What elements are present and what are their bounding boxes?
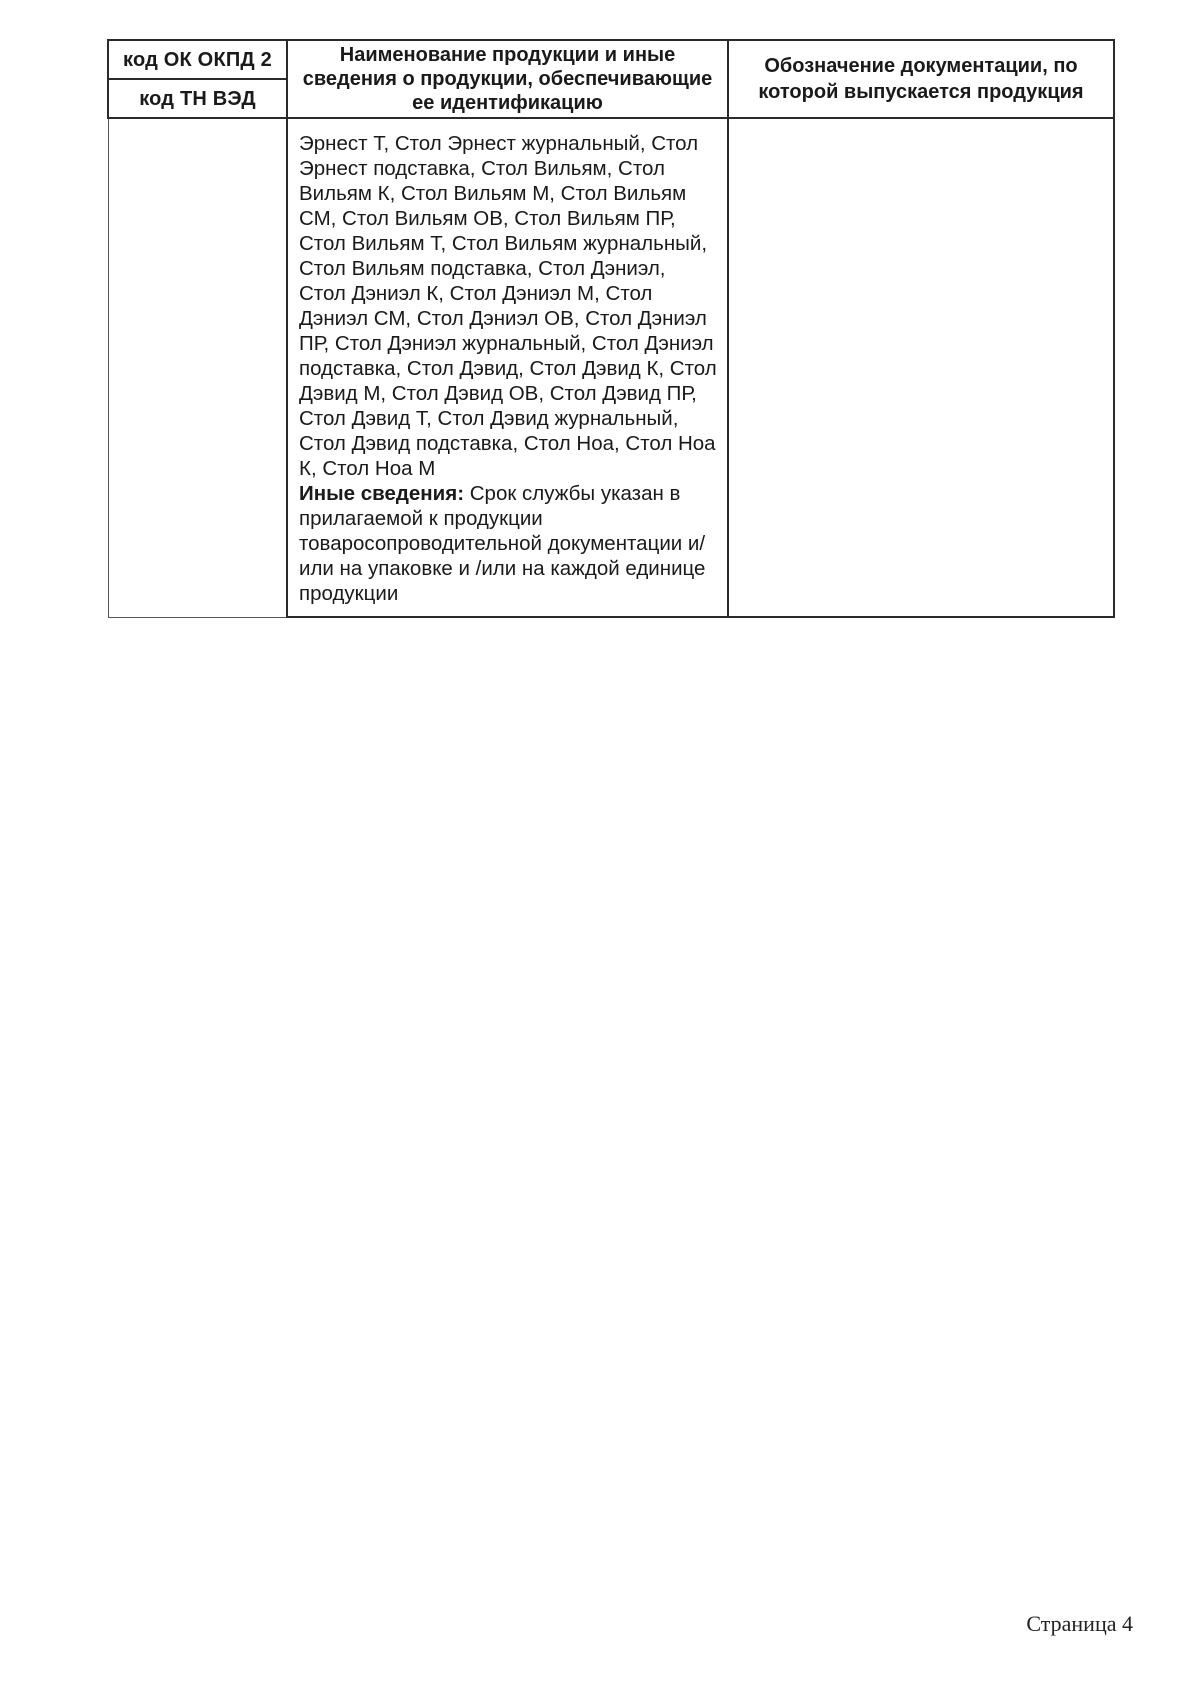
header-product-name: Наименование продукции и иные сведения о продукции, обеспечивающие ее идентификацию [287,40,728,118]
other-info-label: Иные сведения: [299,482,465,505]
cell-code [108,118,287,617]
product-table [107,39,1115,618]
page-number: Страница 4 [1026,1611,1133,1636]
table-header-row-1 [108,40,1114,79]
table-row [108,118,1114,617]
header-code-tnved: код ТН ВЭД [108,79,287,118]
header-documentation: Обозначение документации, по которой выпускается продукция [728,40,1114,118]
header-code-okpd2: код ОК ОКПД 2 [108,40,287,79]
cell-product-name [287,118,728,617]
product-list-text: Эрнест Т, Стол Эрнест журнальный, Стол Эрнест подставка, Стол Вильям, Стол Вильям К, Стол Вильям М, Стол Вильям СМ, Стол Вильям ОВ, Стол Вильям ПР, Стол Вильям Т, Стол Вильям журнальный, Стол Вильям подставка, Стол Дэниэл, Стол Дэниэл К, Стол Дэниэл М, Стол Дэниэл СМ, Стол Дэниэл ОВ, Стол Дэниэл ПР, Стол Дэниэл журнальный, Стол Дэниэл подставка, Стол Дэвид, Стол Дэвид К, Стол Дэвид М, Стол Дэвид ОВ, Стол Дэвид ПР, Стол Дэвид Т, Стол Дэвид журнальный, Стол Дэвид подставка, Стол Ноа, Стол Ноа К, Стол Ноа М [299,132,717,480]
cell-documentation [728,118,1114,617]
other-info-text: Срок службы указан в прилагаемой к продукции товаросопроводительной документации и/или на упаковке и /или на каждой единице продукции [299,482,706,605]
